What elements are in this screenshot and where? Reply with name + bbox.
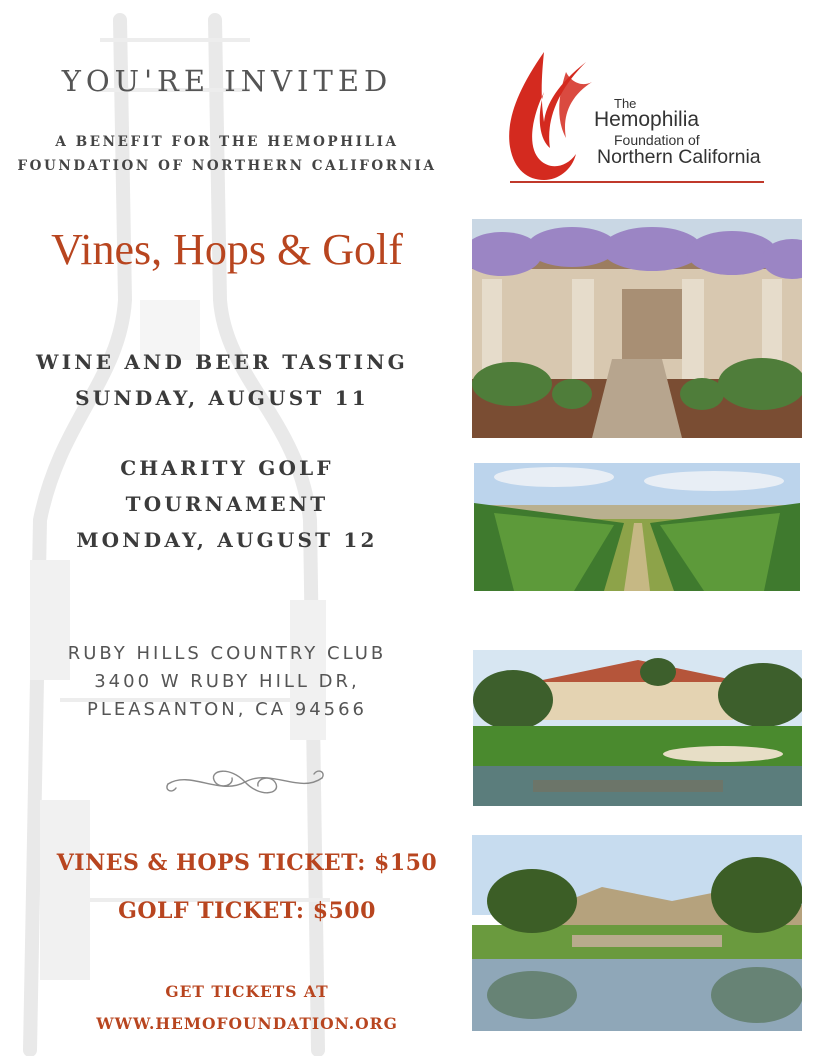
benefit-line-2: FOUNDATION OF NORTHERN CALIFORNIA xyxy=(17,158,437,174)
logo-the: The xyxy=(614,96,637,111)
venue-address xyxy=(0,640,454,724)
clubhouse-photo xyxy=(473,650,802,806)
wine-line-2: SUNDAY, AUGUST 11 xyxy=(75,386,369,410)
flourish-divider-icon xyxy=(160,760,330,804)
logo-northern-california: Northern California xyxy=(597,146,761,168)
golf-line-1: CHARITY GOLF xyxy=(120,456,334,480)
logo-underline xyxy=(510,181,764,183)
logo-hemophilia: Hemophilia xyxy=(594,108,700,131)
venue-street: 3400 W RUBY HILL DR, xyxy=(94,671,360,692)
wine-line-1: WINE AND BEER TASTING xyxy=(36,350,408,374)
wine-tasting-block xyxy=(0,344,444,416)
benefit-subtitle xyxy=(0,130,454,178)
golf-ticket-price: GOLF TICKET: $500 xyxy=(118,898,376,924)
event-title: Vines, Hops & Golf xyxy=(51,225,403,274)
vines-hops-ticket-price: VINES & HOPS TICKET: $150 xyxy=(56,850,438,876)
golf-tournament-block xyxy=(0,450,454,558)
estate-pergola-photo xyxy=(472,219,802,438)
venue-name: RUBY HILLS COUNTRY CLUB xyxy=(67,643,387,664)
benefit-line-1: A BENEFIT FOR THE HEMOPHILIA xyxy=(55,134,399,150)
venue-city: PLEASANTON, CA 94566 xyxy=(86,699,368,720)
get-tickets-label: GET TICKETS AT xyxy=(165,982,329,1001)
vineyard-photo xyxy=(474,463,800,591)
golf-course-lake-photo xyxy=(472,835,802,1031)
ticket-url-link[interactable]: WWW.HEMOFOUNDATION.ORG xyxy=(96,1014,398,1033)
get-tickets-block xyxy=(0,976,494,1040)
golf-line-2: TOURNAMENT xyxy=(125,492,329,516)
golf-line-3: MONDAY, AUGUST 12 xyxy=(76,528,378,552)
logo-foundation-of: Foundation of xyxy=(614,132,700,148)
youre-invited-heading: YOU'RE INVITED xyxy=(61,64,393,98)
